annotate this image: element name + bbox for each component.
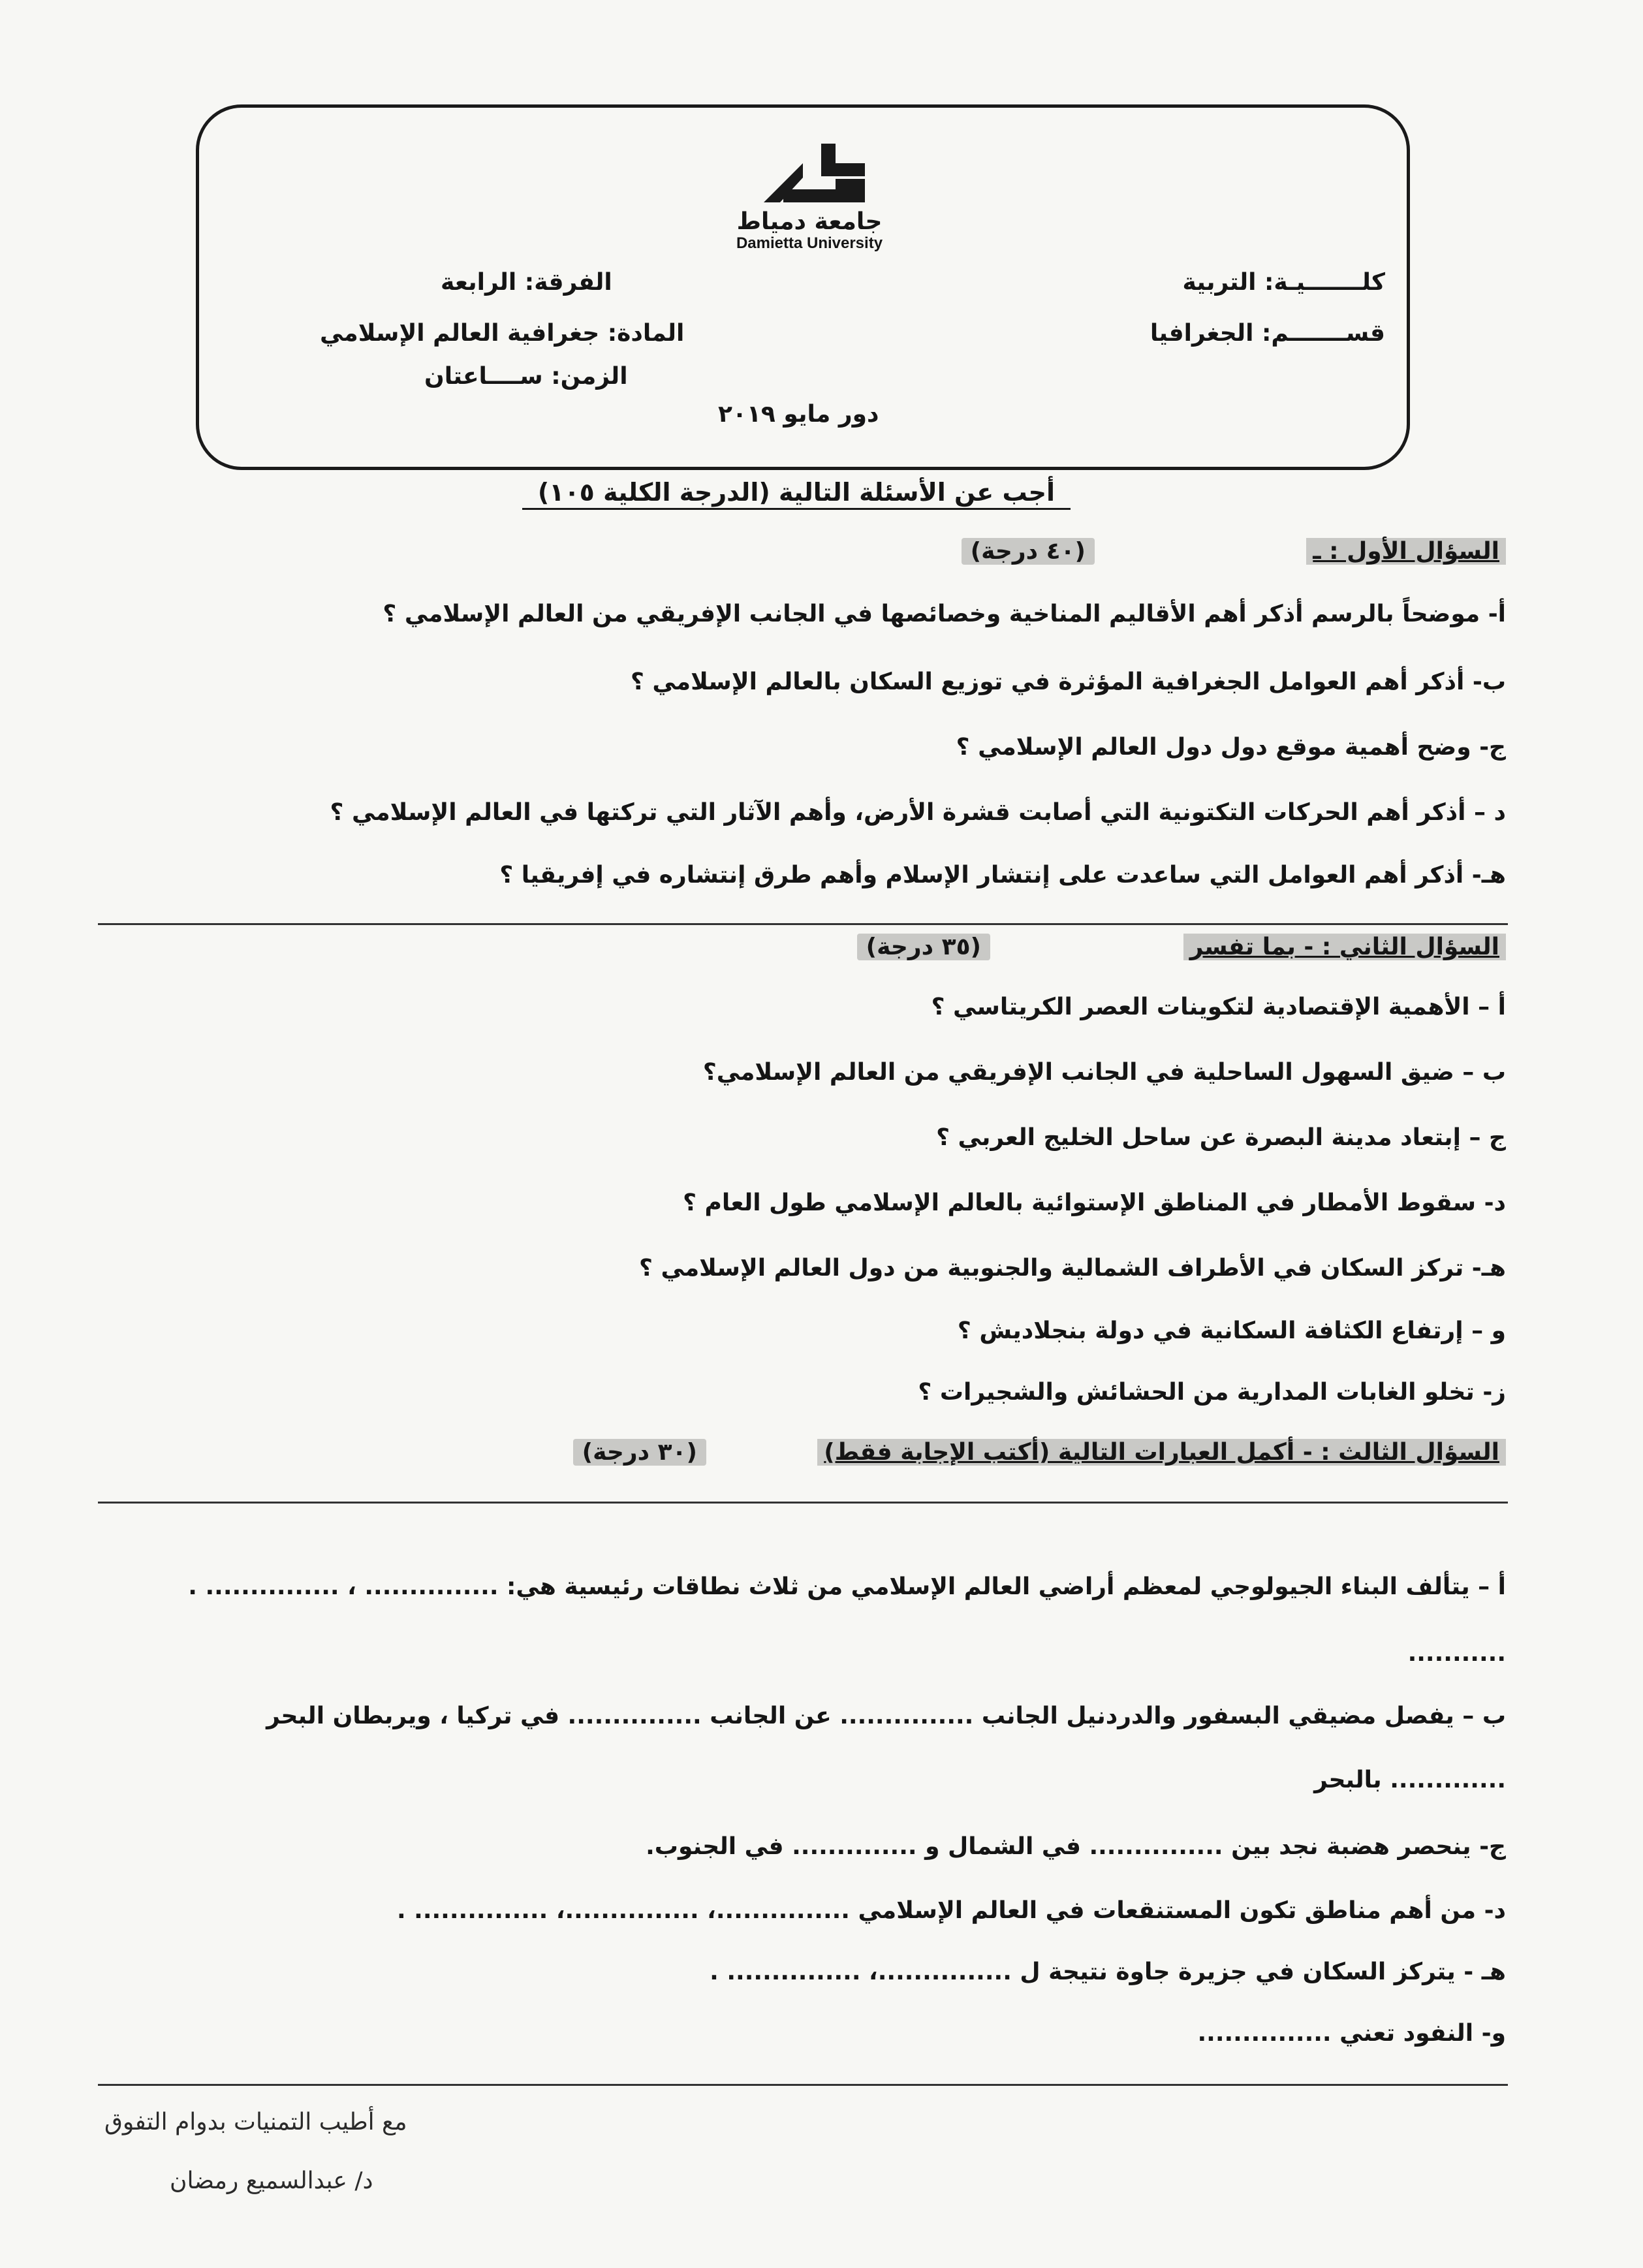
q2-item-e: هـ- تركز السكان في الأطراف الشمالية والجنوبية من دول العالم الإسلامي ؟ [639,1255,1506,1282]
university-logo [712,137,907,255]
q3-item-a: أ – يتألف البناء الجيولوجي لمعظم أراضي العالم الإسلامي من ثلاث نطاقات رئيسية هي: ............... ، ............... . [188,1573,1506,1600]
question-1-grade: (٤٠ درجة) [962,538,1095,565]
q3-item-b-cont: ............. بالبحر [1314,1767,1506,1793]
year-field: الفرقة: الرابعة [441,269,612,296]
q2-item-g: ز- تخلو الغابات المدارية من الحشائش والشجيرات ؟ [918,1379,1506,1406]
q1-item-b: ب- أذكر أهم العوامل الجغرافية المؤثرة في توزيع السكان بالعالم الإسلامي ؟ [630,669,1506,695]
q3-item-c: ج- ينحصر هضبة نجد بين ............... في الشمال و .............. في الجنوب. [646,1833,1506,1860]
q1-item-e: هـ- أذكر أهم العوامل التي ساعدت على إنتشار الإسلام وأهم طرق إنتشاره في إفريقيا ؟ [499,862,1506,889]
question-3-label: السؤال الثالث : - أكمل العبارات التالية (أكتب الإجابة فقط) [817,1439,1506,1466]
q3-item-e: هـ - يتركز السكان في جزيرة جاوة نتيجة ل ...............، ............... . [710,1959,1506,1985]
question-1-header [840,535,1506,572]
q3-item-d: د- من أهم مناطق تكون المستنقعات في العالم الإسلامي ...............، ...............، ............... . [396,1897,1506,1924]
question-3-grade: (٣٠ درجة) [573,1439,706,1466]
q1-item-a: أ- موضحاً بالرسم أذكر أهم الأقاليم المناخية وخصائصها في الجانب الإفريقي من العالم الإسلامي ؟ [383,601,1506,627]
question-2-label: السؤال الثاني : - بما تفسر [1183,934,1506,960]
closing-wish: مع أطيب التمنيات بدوام التفوق [104,2109,407,2135]
q3-item-a-cont: ........... [1407,1640,1506,1667]
signature: د/ عبدالسميع رمضان [170,2167,373,2194]
q2-item-c: ج – إبتعاد مدينة البصرة عن ساحل الخليج العربي ؟ [936,1124,1506,1151]
q1-item-c: ج- وضح أهمية موقع دول دول العالم الإسلامي ؟ [956,734,1506,761]
logo-icon [744,137,875,209]
time-field: الزمن: ســــاعتان [424,363,628,390]
department-field: قســـــــم: الجغرافيا [1150,320,1385,347]
subject-field: المادة: جغرافية العالم الإسلامي [320,320,685,347]
exam-instructions: أجب عن الأسئلة التالية (الدرجة الكلية ١٠٥) [522,478,1071,510]
session-field: دور مايو ٢٠١٩ [718,401,879,428]
question-2-grade: (٣٥ درجة) [857,934,990,960]
q2-item-a: أ – الأهمية الإقتصادية لتكوينات العصر الكريتاسي ؟ [931,994,1506,1020]
q2-item-f: و – إرتفاع الكثافة السكانية في دولة بنجلاديش ؟ [957,1317,1506,1344]
q3-item-f: و- النفود تعني ............... [1197,2020,1506,2047]
university-name-ar: جامعة دمياط [736,208,883,235]
divider [98,2084,1508,2086]
divider [98,1502,1508,1504]
q2-item-b: ب – ضيق السهول الساحلية في الجانب الإفريقي من العالم الإسلامي؟ [702,1059,1506,1086]
q1-item-d: د – أذكر أهم الحركات التكتونية التي أصابت قشرة الأرض، وأهم الآثار التي تركتها في العالم الإسلامي ؟ [330,799,1506,826]
question-3-header [566,1436,1506,1473]
university-name-en: Damietta University [736,234,883,252]
question-1-label: السؤال الأول : ـ [1306,538,1506,565]
q2-item-d: د- سقوط الأمطار في المناطق الإستوائية بالعالم الإسلامي طول العام ؟ [683,1189,1506,1216]
divider [98,923,1508,925]
faculty-field: كلـــــــيـة: التربية [1182,269,1385,296]
question-2-header [814,931,1506,968]
q3-item-b: ب – يفصل مضيقي البسفور والدردنيل الجانب ............... عن الجانب ............... في تركيا ، ويربطان البحر [266,1703,1506,1729]
